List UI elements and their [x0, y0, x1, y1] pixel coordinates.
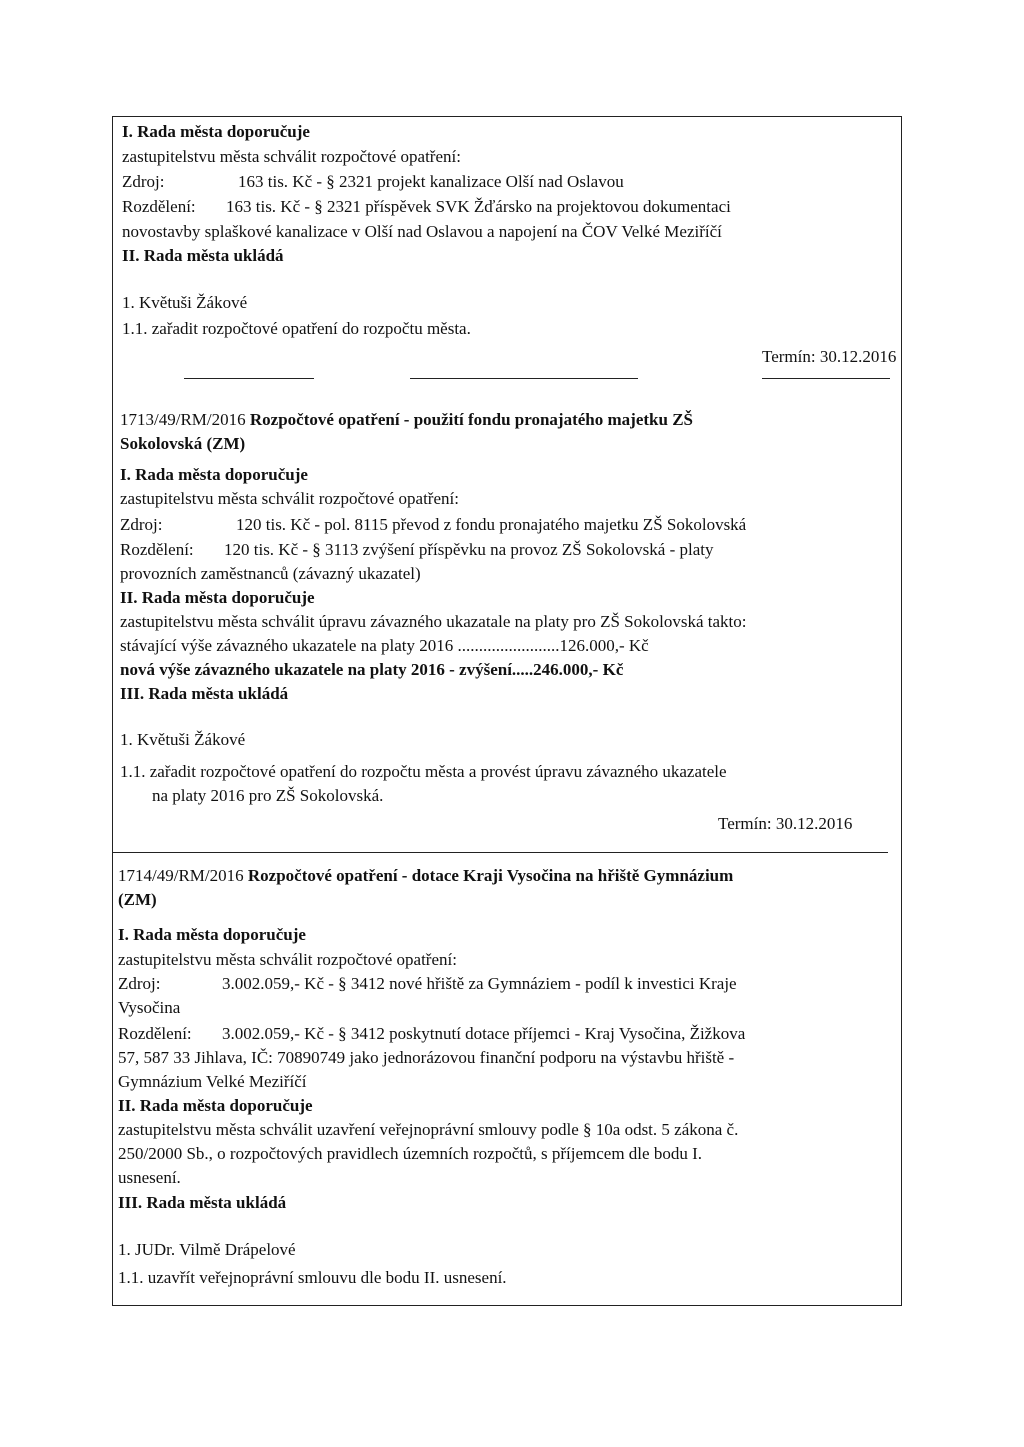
- block1-person: 1. Květuši Žákové: [122, 293, 248, 312]
- separator: [410, 378, 638, 379]
- block3-person: 1. JUDr. Vilmě Drápelové: [118, 1240, 296, 1259]
- resolution-number: 1714/49/RM/2016: [118, 866, 244, 885]
- zdroj-text: 3.002.059,- Kč - § 3412 nové hřiště za Gymnáziem - podíl k investici Kraje: [222, 974, 737, 993]
- block3-title: [118, 866, 733, 886]
- separator: [762, 378, 890, 379]
- zdroj-text: 120 tis. Kč - pol. 8115 převod z fondu pronajatého majetku ZŠ Sokolovská: [236, 515, 747, 534]
- rozdeleni-label: Rozdělení:: [122, 197, 196, 216]
- block3-rozdeleni-line: [118, 1024, 745, 1044]
- block2-recommendation-2: II. Rada města doporučuje: [120, 588, 315, 607]
- block2-current-amount: stávající výše závazného ukazatele na platy 2016 ........................126.000,- Kč: [120, 636, 649, 655]
- resolution-number: 1713/49/RM/2016: [120, 410, 246, 429]
- block2-rec1-text: zastupitelstvu města schválit rozpočtové opatření:: [120, 489, 459, 508]
- block2-rozdeleni-text-2: provozních zaměstnanců (závazný ukazatel): [120, 564, 421, 583]
- block3-rec2-text-1: zastupitelstvu města schválit uzavření veřejnoprávní smlouvy podle § 10a odst. 5 zákona č.: [118, 1120, 739, 1139]
- block1-task: 1.1. zařadit rozpočtové opatření do rozpočtu města.: [122, 319, 471, 338]
- block2-person: 1. Květuši Žákové: [120, 730, 246, 749]
- block3-recommendation-3: III. Rada města ukládá: [118, 1193, 287, 1212]
- rozdeleni-text: 3.002.059,- Kč - § 3412 poskytnutí dotace příjemci - Kraj Vysočina, Žižkova: [222, 1024, 746, 1043]
- block1-recommendation-2: II. Rada města ukládá: [122, 246, 284, 265]
- block2-rec2-text: zastupitelstvu města schválit úpravu závazného ukazatale na platy pro ZŠ Sokolovská takto:: [120, 612, 747, 631]
- block1-zdroj-line: [122, 172, 624, 192]
- block3-zdroj-text-2: Vysočina: [118, 998, 181, 1017]
- block2-zdroj-line: [120, 515, 746, 535]
- rozdeleni-label: Rozdělení:: [120, 540, 194, 559]
- block3-rozdeleni-text-3: Gymnázium Velké Meziříčí: [118, 1072, 307, 1091]
- block3-title-line-2: (ZM): [118, 890, 157, 909]
- block3-rec2-text-3: usnesení.: [118, 1168, 181, 1187]
- rozdeleni-text: 163 tis. Kč - § 2321 příspěvek SVK Žďársko na projektovou dokumentaci: [226, 197, 731, 216]
- resolution-title: Rozpočtové opatření - dotace Kraji Vysočina na hřiště Gymnázium: [247, 866, 734, 885]
- rozdeleni-label: Rozdělení:: [118, 1024, 192, 1043]
- block1-recommendation-1: I. Rada města doporučuje: [122, 122, 310, 141]
- block3-recommendation-2: II. Rada města doporučuje: [118, 1096, 313, 1115]
- zdroj-label: Zdroj:: [122, 172, 165, 191]
- block1-rozdeleni-text-2: novostavby splaškové kanalizace v Olší nad Oslavou a napojení na ČOV Velké Meziříčí: [122, 222, 722, 241]
- separator: [184, 378, 314, 379]
- zdroj-label: Zdroj:: [118, 974, 161, 993]
- block3-zdroj-line: [118, 974, 737, 994]
- block3-task: 1.1. uzavřít veřejnoprávní smlouvu dle bodu II. usnesení.: [118, 1268, 507, 1287]
- block2-title: [120, 410, 693, 430]
- block1-rozdeleni-line: [122, 197, 731, 217]
- block2-recommendation-3: III. Rada města ukládá: [120, 684, 289, 703]
- block2-new-amount: nová výše závazného ukazatele na platy 2016 - zvýšení.....246.000,- Kč: [120, 660, 624, 679]
- block3-rec1-text: zastupitelstvu města schválit rozpočtové opatření:: [118, 950, 457, 969]
- block2-deadline: Termín: 30.12.2016: [718, 814, 853, 833]
- block1-rec1-text: zastupitelstvu města schválit rozpočtové opatření:: [122, 147, 461, 166]
- block2-task: 1.1. zařadit rozpočtové opatření do rozpočtu města a provést úpravu závazného ukazatele: [120, 762, 727, 781]
- separator: [112, 852, 888, 853]
- block3-recommendation-1: I. Rada města doporučuje: [118, 925, 306, 944]
- block2-title-line-2: Sokolovská (ZM): [120, 434, 246, 453]
- block2-task-line-2: na platy 2016 pro ZŠ Sokolovská.: [152, 786, 384, 805]
- zdroj-text: 163 tis. Kč - § 2321 projekt kanalizace Olší nad Oslavou: [238, 172, 624, 191]
- resolution-title: Rozpočtové opatření - použití fondu pronajatého majetku ZŠ: [249, 410, 693, 429]
- rozdeleni-text: 120 tis. Kč - § 3113 zvýšení příspěvku na provoz ZŠ Sokolovská - platy: [224, 540, 714, 559]
- zdroj-label: Zdroj:: [120, 515, 163, 534]
- block3-rec2-text-2: 250/2000 Sb., o rozpočtových pravidlech územních rozpočtů, s příjemcem dle bodu I.: [118, 1144, 702, 1163]
- block1-deadline: Termín: 30.12.2016: [762, 347, 897, 366]
- block2-recommendation-1: I. Rada města doporučuje: [120, 465, 308, 484]
- block3-rozdeleni-text-2: 57, 587 33 Jihlava, IČ: 70890749 jako jednorázovou finanční podporu na výstavbu hřiště -: [118, 1048, 735, 1067]
- block2-rozdeleni-line: [120, 540, 713, 560]
